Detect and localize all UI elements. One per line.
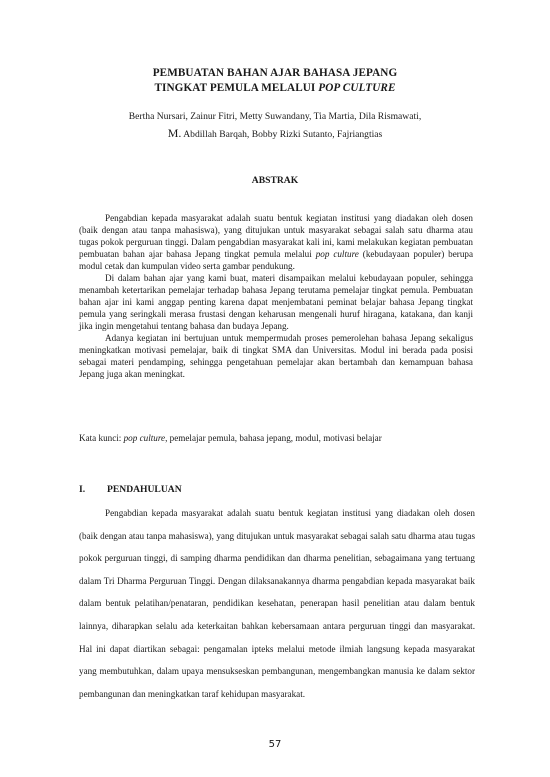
author-line-2 (60, 125, 490, 143)
abstract-paragraph-3: Adanya kegiatan ini bertujuan untuk mempermudah proses pemerolehan bahasa Jepang sekaligus meningkatkan motivasi pemelajar, baik di tingkat SMA dan Universitas. Modul ini berada pada posisi sebagai materi pendamping, sehingga pengetahuan pemelajar akan bertambah dan kemampuan bahasa Jepang juga akan meningkat. (79, 333, 473, 379)
keywords (79, 432, 479, 444)
keywords-list: , pemelajar pemula, bahasa jepang, modul, motivasi belajar (165, 433, 382, 443)
title-pop-culture: POP CULTURE (318, 82, 396, 94)
author-line-2-text: Abdillah Barqah, Bobby Rizki Sutanto, Fajriangtias (181, 129, 383, 140)
keywords-label: Kata kunci: (79, 433, 124, 443)
abstract-p1-text-b: (kebudayaan populer) berupa modul cetak dan kumpulan video serta gambar pendukung. (79, 249, 473, 271)
section-body (79, 502, 475, 705)
body-paragraph: Pengabdian kepada masyarakat adalah suatu bentuk kegiatan institusi yang diadakan oleh dosen (baik dengan atau tanpa mahasiswa), yang ditujukan untuk masyarakat sebagai salah satu dharma atau tugas pokok perguruan tinggi, di samping dharma pendidikan dan dharma penelitian, sebagaimana yang tertuang dalam Tri Dharma Perguruan Tinggi. Dengan dilaksanakannya dharma pengabdian kepada masyarakat baik dalam bentuk pelatihan/penataran, pendidikan kesehatan, penerapan hasil penelitian atau dalam bentuk lainnya, diharapkan selalu ada keterkaitan bahkan kebersamaan antara perguruan tinggi dan masyarakat. Hal ini dapat diartikan sebagai: pengamalan ipteks melalui metode ilmiah langsung kepada masyarakat yang membutuhkan, dalam upaya mensukseskan pembangunan, mengembangkan manusia ke dalam sektor pembangunan dan meningkatkan taraf kehidupan masyarakat. (79, 508, 475, 699)
title-line-1: PEMBUATAN BAHAN AJAR BAHASA JEPANG (152, 67, 398, 79)
abstract-paragraph-2: Di dalam bahan ajar yang kami buat, materi disampaikan melalui kebudayaan populer, sehingga menambah ketertarikan pemelajar terhadap bahasa Jepang terutama pemelajar tingkat pemula. Pembuatan bahan ajar ini kami anggap penting karena dapat menjembatani peminat belajar bahasa Jepang tingkat pemula yang seringkali merasa frustasi dengan keharusan mengenali huruf hiragana, katakana, dan kanji jika ingin mengetahui tentang bahasa dan budaya Jepang. (79, 273, 473, 331)
title-line-2 (60, 81, 490, 96)
abstract-p1-text-a: Pengabdian kepada masyarakat adalah suatu bentuk kegiatan institusi yang diadakan oleh dosen (baik dengan atau tanpa mahasiswa), yang ditujukan untuk masyarakat sebagai salah satu dharma atau tugas pokok perguruan tinggi. Dalam pengabdian masyarakat kali ini, kami melakukan kegiatan pembuatan pembuatan bahan ajar bahasa Jepang tingkat pemula melalui (79, 213, 473, 259)
section-number: I. (79, 484, 86, 495)
section-title: PENDAHULUAN (107, 484, 182, 495)
abstract-body (79, 212, 473, 380)
abstract-p1-italic: pop culture (315, 249, 359, 259)
abstract-heading: ABSTRAK (251, 175, 299, 186)
author-line-1: Bertha Nursari, Zainur Fitri, Metty Suwandany, Tia Martia, Dila Rismawati, (128, 111, 422, 122)
author-initial: M. (167, 126, 182, 140)
author-list (60, 109, 490, 143)
keywords-italic: pop culture (123, 433, 166, 443)
page-number: 57 (268, 739, 282, 750)
section-heading-pendahuluan (79, 484, 479, 495)
paper-title (60, 66, 490, 96)
title-line-2-text: TINGKAT PEMULA MELALUI (154, 82, 319, 94)
abstract-paragraph-1 (79, 212, 473, 272)
